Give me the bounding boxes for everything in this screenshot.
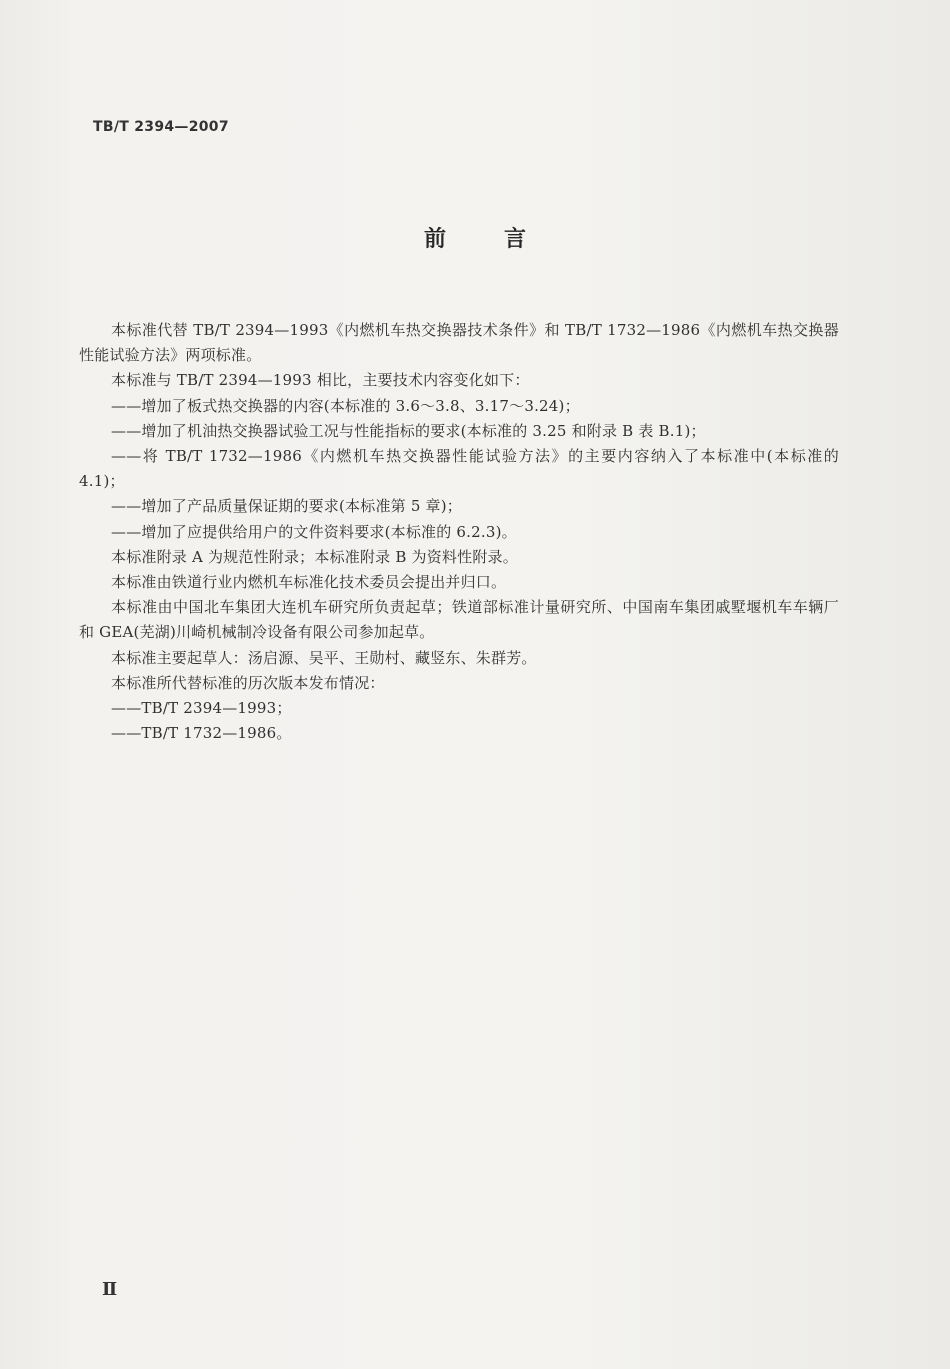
change-item: ——增加了应提供给用户的文件资料要求(本标准的 6.2.3)。 [111,522,517,541]
change-item: ——增加了机油热交换器试验工况与性能指标的要求(本标准的 3.25 和附录 B 表 B.1)； [111,421,706,440]
paragraph: 本标准附录 A 为规范性附录；本标准附录 B 为资料性附录。 [111,547,518,566]
change-item: ——将 TB/T 1732—1986《内燃机车热交换器性能试验方法》的主要内容纳入了本标准中(本标准的 4.1)； [79,447,839,491]
change-item: ——增加了产品质量保证期的要求(本标准第 5 章)； [111,497,462,516]
paragraph: 本标准与 TB/T 2394—1993 相比，主要技术内容变化如下： [111,371,530,390]
paragraph: 本标准主要起草人：汤启源、吴平、王勋村、藏竖东、朱群芳。 [111,648,537,667]
page-number: Ⅱ [102,1279,118,1300]
foreword-body [79,318,839,746]
foreword-title: 前言 [423,227,584,252]
document-code: TB/T 2394—2007 [93,119,229,135]
paragraph: 本标准由中国北车集团大连机车研究所负责起草；铁道部标准计量研究所、中国南车集团戚墅堰机车车辆厂和 GEA(芜湖)川崎机械制冷设备有限公司参加起草。 [79,598,839,642]
version-item: ——TB/T 1732—1986。 [111,724,292,743]
version-item: ——TB/T 2394—1993； [111,699,292,718]
paragraph: 本标准由铁道行业内燃机车标准化技术委员会提出并归口。 [111,573,507,592]
paragraph: 本标准代替 TB/T 2394—1993《内燃机车热交换器技术条件》和 TB/T 1732—1986《内燃机车热交换器性能试验方法》两项标准。 [79,321,839,365]
paragraph: 本标准所代替标准的历次版本发布情况： [111,673,385,692]
change-item: ——增加了板式热交换器的内容(本标准的 3.6～3.8、3.17～3.24)； [111,396,580,415]
